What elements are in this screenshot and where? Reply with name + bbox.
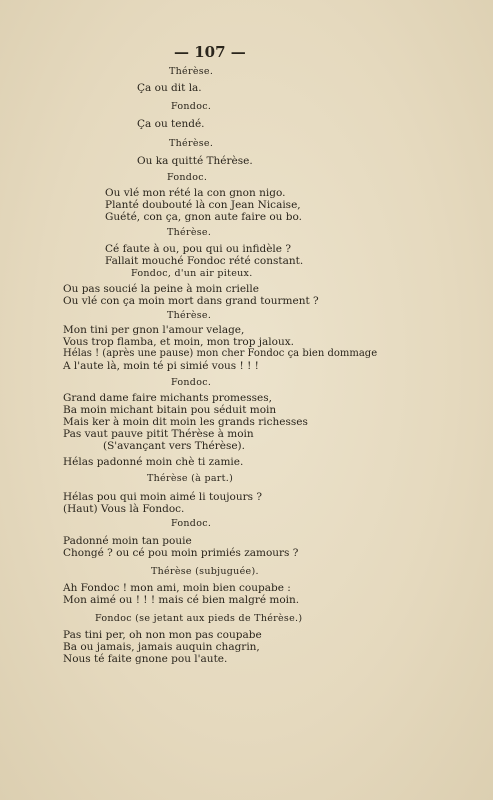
verse-line: Nous té faite gnone pou l'aute.	[63, 653, 228, 665]
verse-line: Hélas pou qui moin aimé li toujours ?	[63, 491, 262, 503]
speaker-line: Thérèse.	[167, 227, 212, 238]
speaker-line: Thérèse.	[169, 138, 214, 149]
verse-line: Ah Fondoc ! mon ami, moin bien coupabe :	[63, 582, 291, 594]
speaker-line: Fondoc.	[167, 172, 208, 183]
verse-line: Ou pas soucié la peine à moin crielle	[63, 283, 259, 295]
verse-line: Ba ou jamais, jamais auquin chagrin,	[63, 641, 260, 653]
speaker-line: Thérèse.	[167, 310, 212, 321]
verse-line: Ou vlé con ça moin mort dans grand tourment ?	[63, 295, 319, 307]
verse-line: Ou ka quitté Thérèse.	[137, 155, 253, 167]
verse-line: Cé faute à ou, pou qui ou infidèle ?	[105, 243, 291, 255]
verse-line: Pas tini per, oh non mon pas coupabe	[63, 629, 262, 641]
verse-line: Padonné moin tan pouie	[63, 535, 192, 547]
verse-line: Guété, con ça, gnon aute faire ou bo.	[105, 211, 302, 223]
verse-line: A l'aute là, moin té pi simié vous ! ! !	[63, 360, 259, 372]
verse-line: Hélas padonné moin chè ti zamie.	[63, 456, 244, 468]
page-number: — 107 —	[174, 43, 246, 61]
verse-line: Grand dame faire michants promesses,	[63, 392, 272, 404]
verse-line: Vous trop flamba, et moin, mon trop jaloux.	[63, 336, 294, 348]
verse-line: Mais ker à moin dit moin les grands richesses	[63, 416, 308, 428]
speaker-line: Fondoc.	[171, 101, 212, 112]
verse-line: Planté doubouté là con Jean Nicaise,	[105, 199, 301, 211]
verse-line: Mon aimé ou ! ! ! mais cé bien malgré moin.	[63, 594, 300, 606]
verse-line: Ça ou tendé.	[137, 118, 205, 130]
speaker-line: Fondoc (se jetant aux pieds de Thérèse.)	[95, 613, 303, 624]
stage-direction: (S'avançant vers Thérèse).	[103, 440, 245, 452]
verse-line: (Haut) Vous là Fondoc.	[63, 503, 185, 515]
speaker-line: Thérèse.	[169, 66, 214, 77]
verse-line: Hélas ! (après une pause) mon cher Fondoc ça bien dommage	[63, 348, 378, 359]
verse-line: Pas vaut pauve pitit Thérèse à moin	[63, 428, 254, 440]
speaker-line: Thérèse (subjuguée).	[151, 566, 259, 577]
speaker-line: Fondoc, d'un air piteux.	[131, 268, 253, 279]
verse-line: Ba moin michant bitain pou séduit moin	[63, 404, 277, 416]
speaker-line: Fondoc.	[171, 377, 212, 388]
verse-line: Ou vlé mon rété la con gnon nigo.	[105, 187, 286, 199]
speaker-line: Fondoc.	[171, 518, 212, 529]
verse-line: Mon tini per gnon l'amour velage,	[63, 324, 245, 336]
verse-line: Chongé ? ou cé pou moin primiés zamours ?	[63, 547, 299, 559]
verse-line: Fallait mouché Fondoc rété constant.	[105, 255, 304, 267]
verse-line: Ça ou dit la.	[137, 82, 202, 94]
speaker-line: Thérèse (à part.)	[147, 473, 234, 484]
